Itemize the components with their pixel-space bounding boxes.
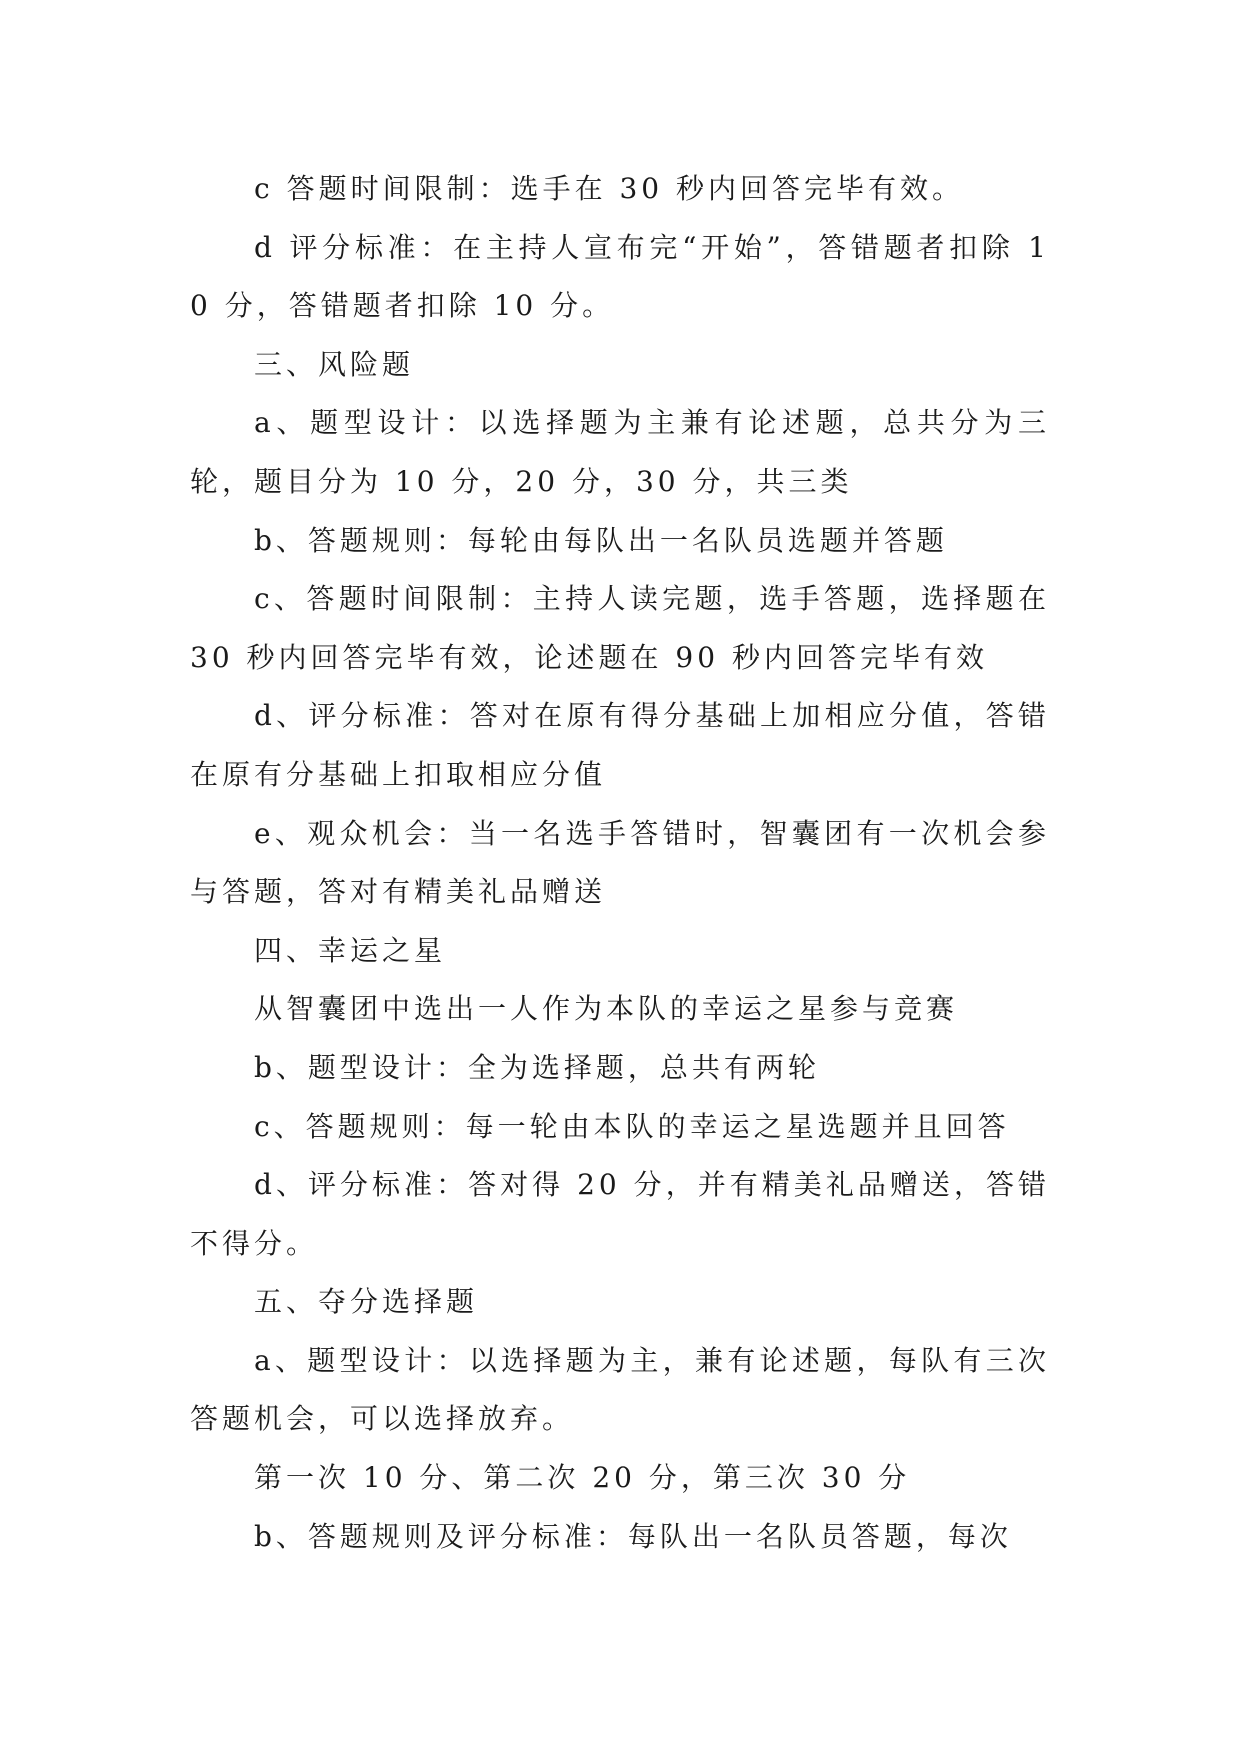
section-heading-score-grab: 五、夺分选择题 [254,1285,479,1319]
paragraph-score-grab-design: a、题型设计：以选择题为主，兼有论述题，每队有三次答题机会，可以选择放弃。 [190,1343,1050,1436]
paragraph-risk-audience: e、观众机会：当一名选手答错时，智囊团有一次机会参与答题，答对有精美礼品赠送 [190,816,1050,909]
paragraph-lucky-star-rules: c、答题规则：每一轮由本队的幸运之星选题并且回答 [254,1109,1010,1143]
paragraph-lucky-star-select: 从智囊团中选出一人作为本队的幸运之星参与竞赛 [254,992,959,1026]
paragraph-lucky-star-design: b、题型设计：全为选择题，总共有两轮 [254,1050,820,1084]
section-heading-lucky-star: 四、幸运之星 [254,933,447,967]
paragraph-lucky-star-scoring: d、评分标准：答对得 20 分，并有精美礼品赠送，答错不得分。 [190,1168,1050,1260]
paragraph-risk-time-limit: c、答题时间限制：主持人读完题，选手答题，选择题在 30 秒内回答完毕有效，论述题在 90 秒内回答完毕有效 [190,582,1050,674]
paragraph-time-limit-c: c 答题时间限制：选手在 30 秒内回答完毕有效。 [254,172,965,205]
paragraph-score-grab-points: 第一次 10 分、第二次 20 分，第三次 30 分 [254,1461,911,1495]
section-heading-risk: 三、风险题 [254,347,415,381]
paragraph-risk-design: a、题型设计：以选择题为主兼有论述题，总共分为三轮，题目分为 10 分，20 分，30 分，共三类 [190,406,1050,498]
document-body [190,160,1050,1566]
paragraph-risk-rules: b、答题规则：每轮由每队出一名队员选题并答题 [254,523,948,557]
paragraph-score-grab-rules: b、答题规则及评分标准：每队出一名队员答题，每次 [254,1519,1012,1553]
paragraph-scoring-d: d 评分标准：在主持人宣布完“开始”，答错题者扣除 10 分，答错题者扣除 10 分。 [190,230,1050,323]
paragraph-risk-scoring: d、评分标准：答对在原有得分基础上加相应分值，答错在原有分基础上扣取相应分值 [190,699,1050,791]
